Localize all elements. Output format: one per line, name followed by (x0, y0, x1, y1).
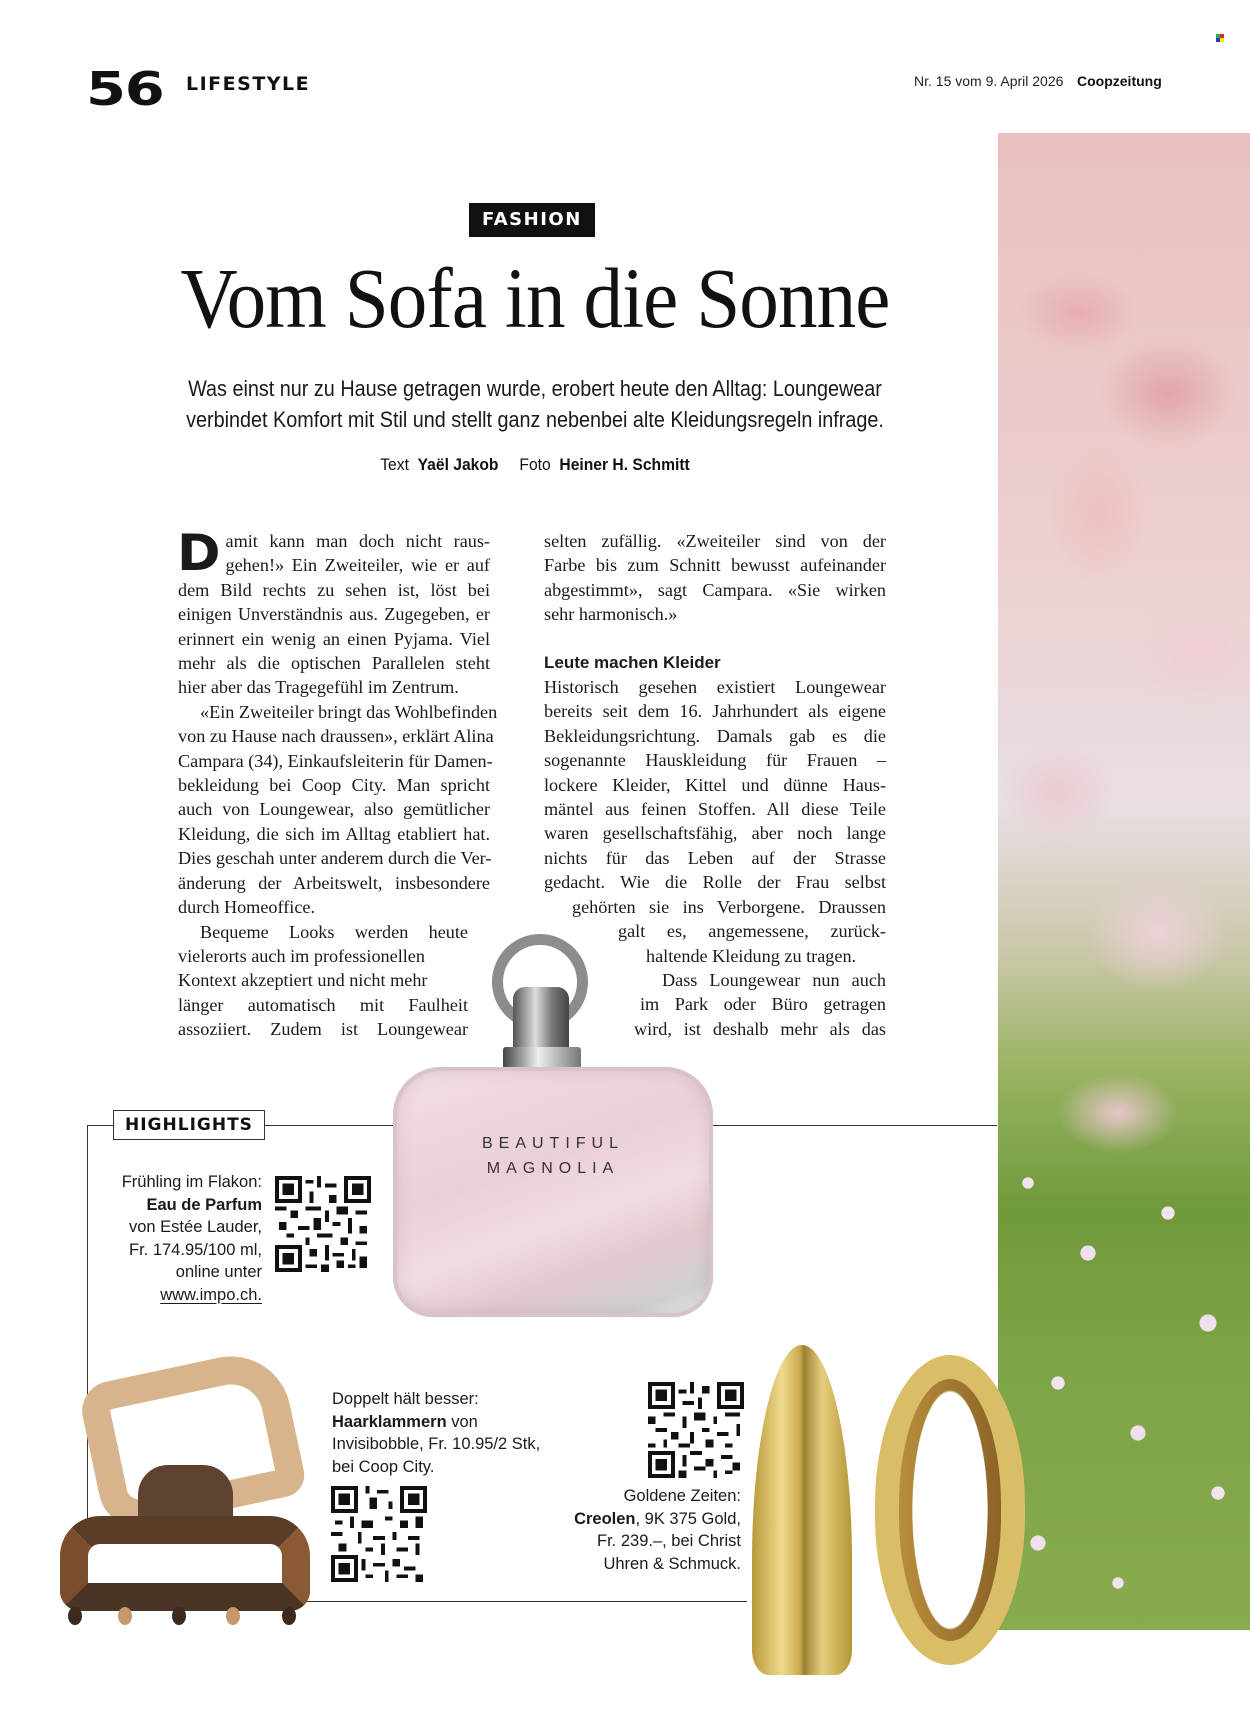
highlight-intro: Goldene Zeiten: (623, 1487, 741, 1505)
text-line: erinnert ein wenig an einen Pyjama. Viel (178, 628, 490, 649)
text-line: waren gesellschaftsfähig, aber noch lange (544, 823, 886, 844)
highlight-detail: Uhren & Schmuck. (603, 1554, 741, 1573)
print-color-mark-icon (1216, 34, 1224, 42)
text-line: von zu Hause nach draussen», erklärt Alina (178, 726, 494, 747)
text-line: Dass Loungewear nun auch (662, 969, 886, 990)
text-line: im Park oder Büro getragen (640, 994, 886, 1015)
text-line: Dies geschah unter anderem durch die Ver- (178, 848, 492, 869)
highlight-product-suffix: , 9K 375 Gold, (635, 1509, 741, 1528)
section-label: LIFESTYLE (186, 73, 311, 95)
byline (144, 455, 926, 475)
qr-code-hair-clips[interactable] (331, 1486, 427, 1582)
bottle-label-line-2: MAGNOLIA (486, 1160, 620, 1177)
text-line: nichts für das Leben auf der Strasse (544, 847, 886, 868)
text-line: gehen!» Ein Zweiteiler, wie er auf (225, 555, 490, 576)
bottle-body (393, 1067, 713, 1317)
text-line: amit kann man doch nicht raus- (225, 531, 490, 551)
qr-code-perfume[interactable] (275, 1176, 371, 1272)
qr-code-icon (648, 1382, 744, 1478)
highlight-detail: Fr. 239.–, bei Christ (597, 1532, 741, 1550)
text-line: Campara (34), Einkaufsleiterin für Damen- (178, 750, 493, 771)
text-line: assoziiert. Zudem ist Loungewear (178, 1019, 468, 1040)
text-line: sehr harmonisch.» (544, 604, 678, 625)
text-line: dem Bild rechts zu sehen ist, löst bei (178, 579, 490, 600)
bottle-cap (513, 987, 569, 1053)
text-line: vielerorts auch im professionellen (178, 945, 425, 966)
bottle-collar (503, 1047, 581, 1069)
text-line: durch Homeoffice. (178, 897, 316, 918)
byline-text-label: Text (380, 455, 409, 474)
text-line: galt es, angemessene, zurück- (618, 921, 886, 942)
subheading: Leute machen Kleider (544, 652, 721, 672)
text-line: länger automatisch mit Faulheit (178, 994, 468, 1015)
text-line: bekleidung bei Coop City. Man spricht (178, 775, 490, 796)
text-line: Farbe bis zum Schnitt bewusst aufeinander (544, 555, 886, 576)
highlight-product-suffix: von (446, 1412, 478, 1431)
bottle-label-line-1: BEAUTIFUL (481, 1135, 624, 1152)
text-line: «Ein Zweiteiler bringt das Wohlbefinden (200, 701, 498, 722)
text-line: wird, ist deshalb mehr als das (634, 1018, 886, 1039)
highlight-intro: Doppelt hält besser: (332, 1390, 479, 1408)
byline-photo-label: Foto (519, 455, 551, 474)
highlight-detail: bei Coop City. (332, 1457, 435, 1476)
text-line: bereits seit dem 16. Jahrhundert als eigene (544, 701, 886, 722)
hair-clip-image (52, 1350, 312, 1660)
text-line: sogenannte Hauskleidung für Frauen – (544, 750, 886, 771)
earring-side-view-image (752, 1345, 852, 1675)
text-line: Bequeme Looks werden heute (200, 921, 468, 942)
highlight-detail: Fr. 174.95/100 ml, (129, 1240, 262, 1259)
text-line: hier aber das Tragegefühl im Zentrum. (178, 677, 459, 698)
publication-name: Coopzeitung (1077, 73, 1162, 89)
byline-author: Yaël Jakob (417, 455, 499, 474)
qr-code-earrings[interactable] (648, 1382, 744, 1478)
qr-code-icon (331, 1486, 427, 1582)
text-line: gedacht. Wie die Rolle der Frau selbst (544, 872, 886, 893)
article-lead: Was einst nur zu Hause getragen wurde, erobert heute den Alltag: Loungewear verbindet Komfort mit Stil und stellt ganz nebenbei alte Kleidungsregeln infrage. (186, 376, 884, 432)
text-line: Kontext akzeptiert und nicht mehr (178, 970, 428, 991)
text-line: auch von Loungewear, also gemütlicher (178, 799, 490, 820)
issue-date: Nr. 15 vom 9. April 2026 (914, 73, 1064, 89)
text-line: mehr als die optischen Parallelen steht (178, 653, 490, 674)
highlight-product: Eau de Parfum (146, 1195, 262, 1214)
highlight-perfume (100, 1171, 262, 1306)
text-line: einigen Unverständnis aus. Zugegeben, er (178, 604, 490, 625)
magnolia-photo (998, 133, 1250, 1630)
text-line: haltende Kleidung zu tragen. (646, 945, 857, 966)
text-line: mäntel aus feinen Stoffen. All diese Teile (544, 799, 886, 820)
highlight-product: Haarklammern (332, 1412, 447, 1431)
text-line: Kleidung, die sich im Alltag etabliert hat. (178, 823, 490, 844)
highlight-hair-clips (332, 1388, 572, 1478)
page-number: 56 (86, 62, 164, 116)
earring-hoop-image (875, 1355, 1025, 1665)
impo-link[interactable]: www.impo.ch. (160, 1285, 262, 1304)
highlight-detail: online unter (175, 1263, 262, 1281)
highlight-intro: Frühling im Flakon: (121, 1173, 262, 1191)
highlight-earrings (560, 1485, 741, 1575)
highlight-detail: von Estée Lauder, (128, 1218, 262, 1236)
kicker-badge: FASHION (469, 203, 595, 237)
byline-photographer: Heiner H. Schmitt (559, 455, 690, 474)
qr-code-icon (275, 1176, 371, 1272)
text-line: abgestimmt», sagt Campara. «Sie wirken (544, 579, 886, 600)
text-line: selten zufällig. «Zweiteiler sind von der (544, 531, 886, 551)
article-title: Vom Sofa in die Sonne (180, 250, 890, 346)
text-line: Historisch gesehen existiert Loungewear (544, 677, 886, 698)
text-line: änderung der Arbeitswelt, insbesondere (178, 872, 490, 893)
highlight-detail: Invisibobble, Fr. 10.95/2 Stk, (332, 1435, 541, 1453)
highlight-product: Creolen (574, 1509, 636, 1528)
highlights-label: HIGHLIGHTS (113, 1110, 265, 1140)
text-line: gehörten sie ins Verborgene. Draussen (572, 896, 886, 917)
perfume-bottle-image (385, 932, 725, 1320)
tortoise-clip (60, 1465, 310, 1625)
drop-cap: D (176, 524, 221, 582)
text-line: lockere Kleider, Kittel und dünne Haus- (544, 774, 886, 795)
text-line: Bekleidungsrichtung. Damals gab es die (544, 725, 886, 746)
